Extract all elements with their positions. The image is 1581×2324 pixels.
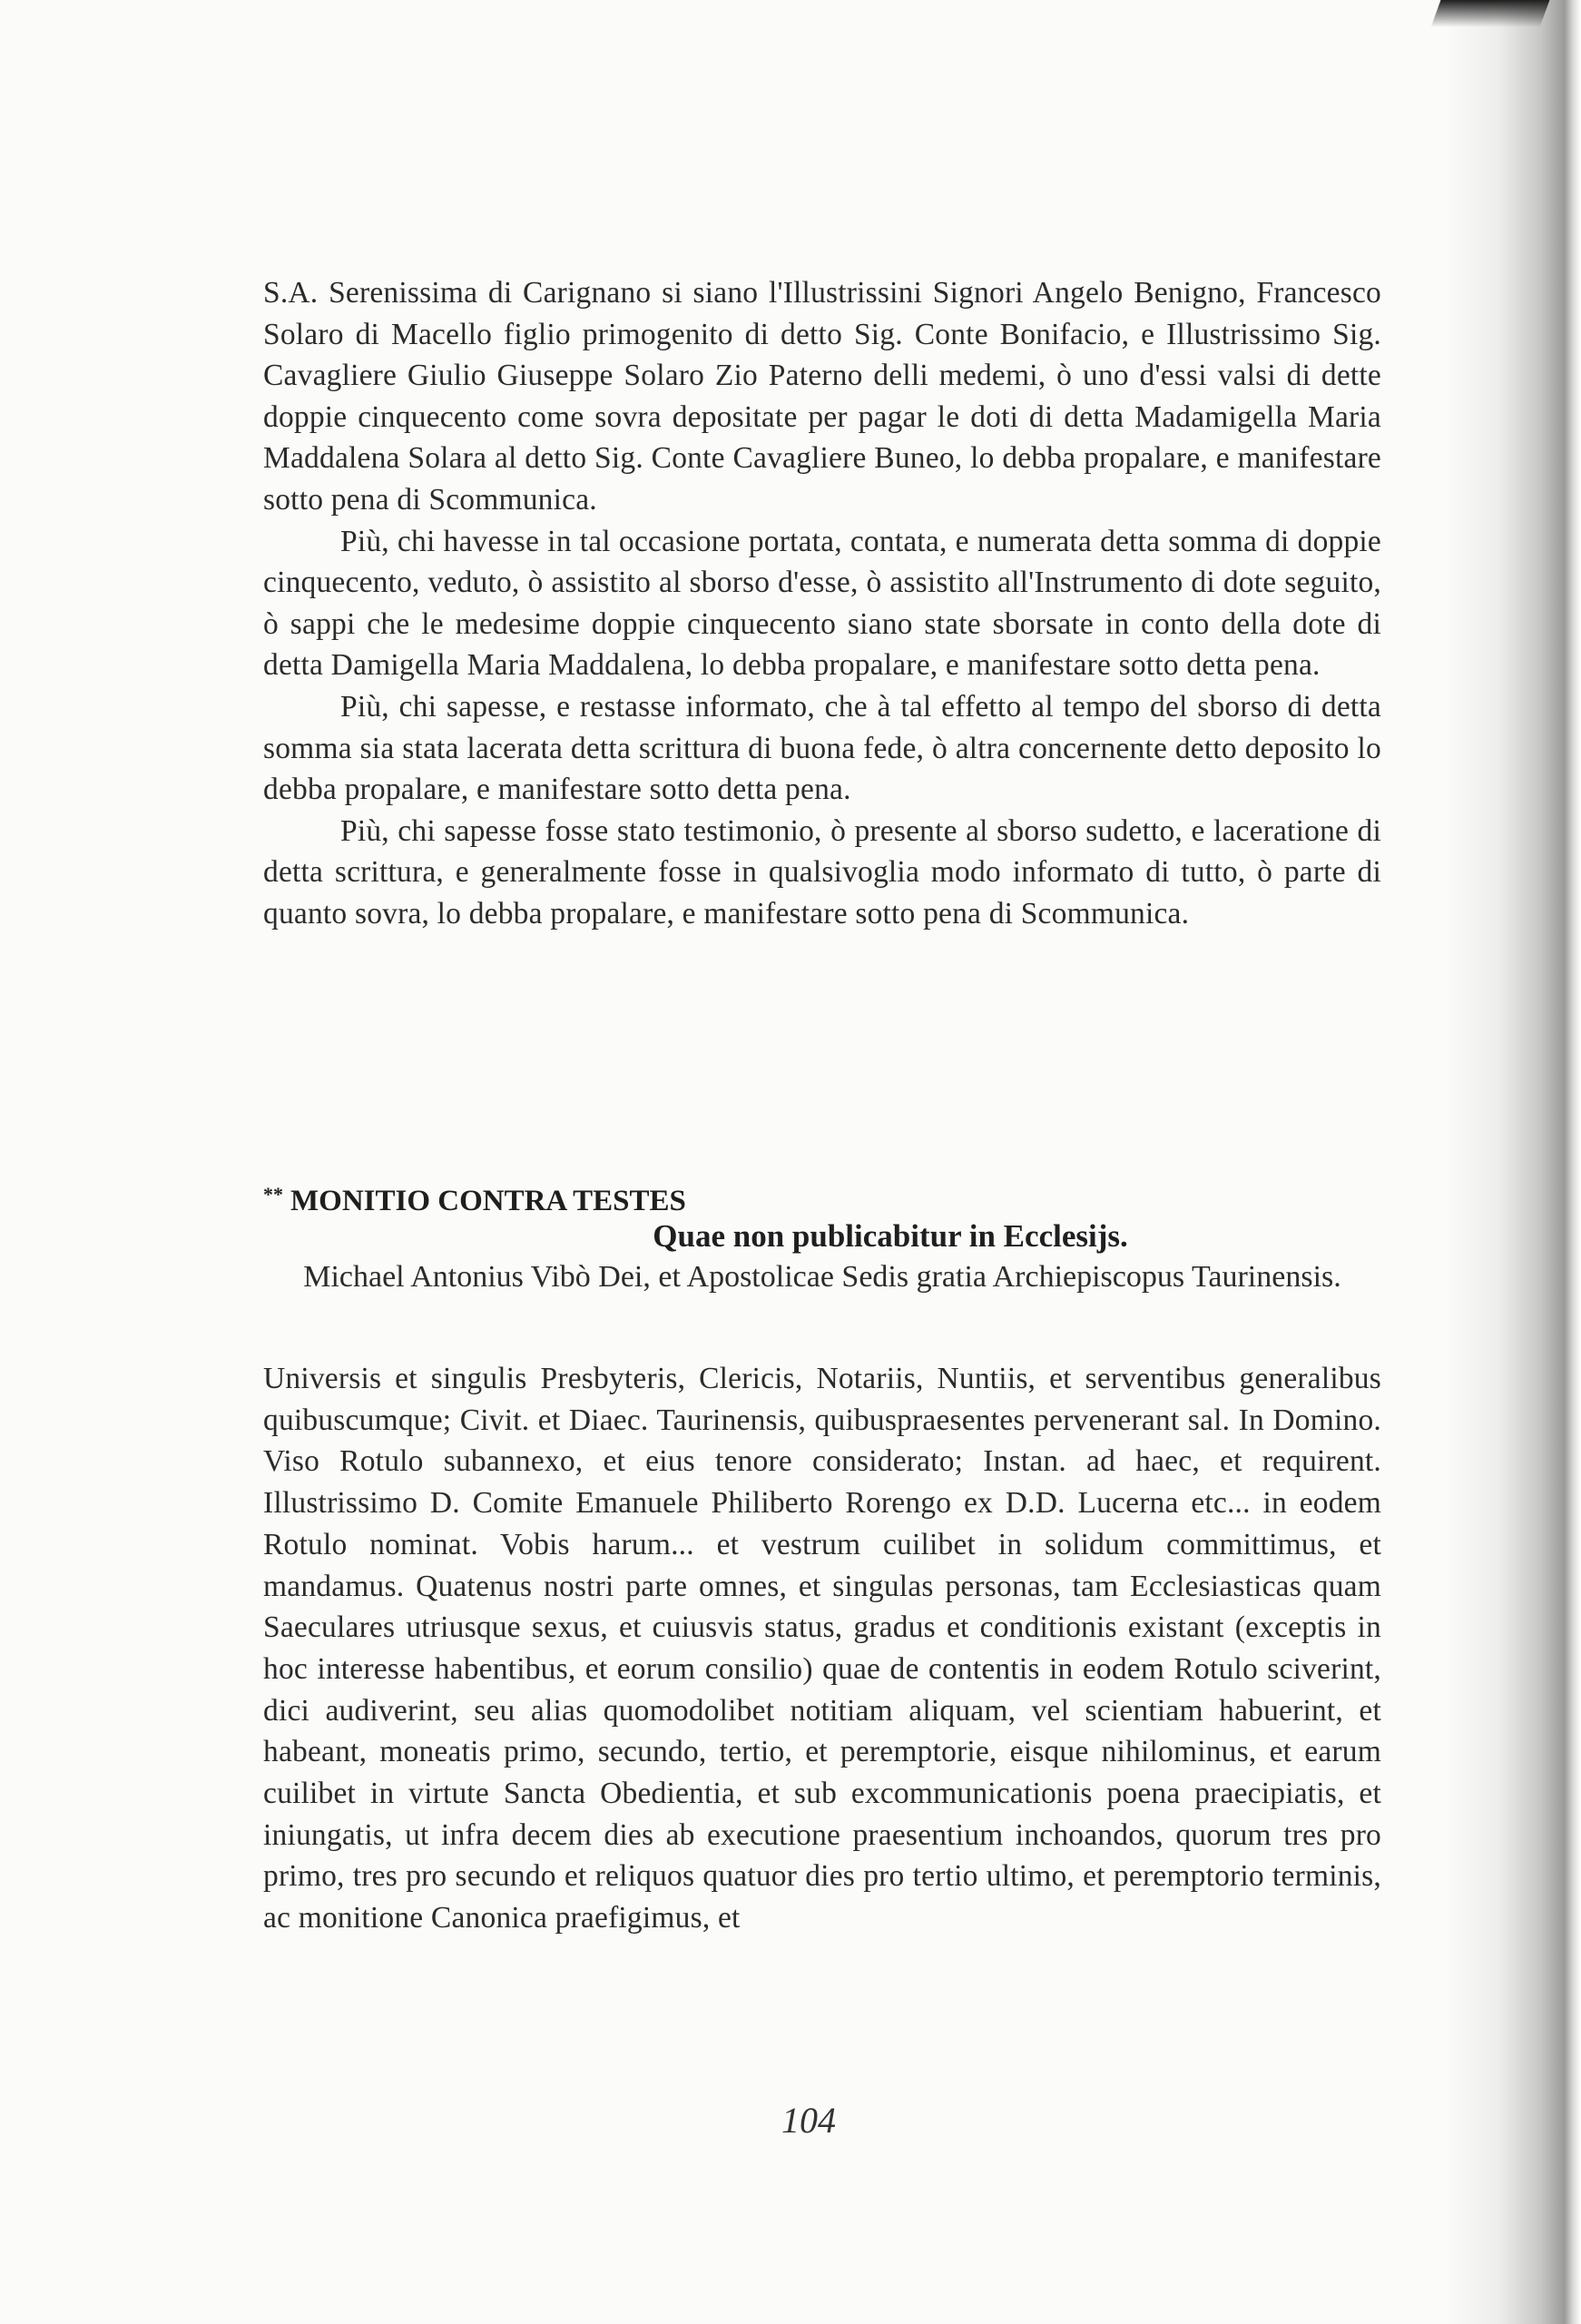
paragraph-3: Più, chi sapesse, e restasse informato, che à tal effetto al tempo del sborso di detta somma sia stata lacerata detta scrittura di buona fede, ò altra concernente detto deposito lo debba propalare, e manifestare sotto detta pena. xyxy=(263,689,1381,807)
book-gutter-shadow xyxy=(1445,0,1581,2324)
paragraph-2: Più, chi havesse in tal occasione portata, contata, e numerata detta somma di doppie cinquecento, veduto, ò assistito al sborso d'esse, ò assistito all'Instrumento di dote seguito, ò sappi che le medesime doppie cinquecento siano state sborsate in conto della dote di detta Damigella Maria Maddalena, lo debba propalare, e manifestare sotto detta pena. xyxy=(263,524,1381,683)
section-heading xyxy=(263,1177,686,1219)
main-text-top xyxy=(263,272,1381,935)
page-number: 104 xyxy=(781,2100,836,2141)
heading-text: MONITIO CONTRA TESTES xyxy=(290,1185,686,1217)
paragraph-1: S.A. Serenissima di Carignano si siano l'Illustrissini Signori Angelo Benigno, Francesco Solaro di Macello figlio primogenito di detto Sig. Conte Bonifacio, e Illustrissimo Sig. Cavagliere Giulio Giuseppe Solaro Zio Paterno delli medemi, ò uno d'essi valsi di dette doppie cinquecento come sovra depositate per pagar le doti di detta Madamigella Maria Maddalena Solara al detto Sig. Conte Cavagliere Buneo, lo debba propalare, e manifestare sotto pena di Scommunica. xyxy=(263,276,1381,517)
subheading: Quae non publicabitur in Ecclesijs. xyxy=(653,1218,1128,1254)
main-text-bottom xyxy=(263,1358,1381,1939)
issuer-line: Michael Antonius Vibò Dei, et Apostolicae Sedis gratia Archiepiscopus Taurinensis. xyxy=(303,1260,1341,1294)
page-edge-shadow xyxy=(1431,0,1550,27)
heading-marker: ** xyxy=(263,1183,283,1206)
paragraph-4: Più, chi sapesse fosse stato testimonio, ò presente al sborso sudetto, e laceratione di detta scrittura, e generalmente fosse in qualsivoglia modo informato di tutto, ò parte di quanto sovra, lo debba propalare, e manifestare sotto pena di Scommunica. xyxy=(263,813,1381,931)
paragraph-5: Universis et singulis Presbyteris, Clericis, Notariis, Nuntiis, et serventibus generalibus quibuscumque; Civit. et Diaec. Taurinensis, quibuspraesentes pervenerant sal. In Domino. Viso Rotulo subannexo, et eius tenore considerato; Instan. ad haec, et requirent. Illustrissimo D. Comite Emanuele Philiberto Rorengo ex D.D. Lucerna etc... in eodem Rotulo nominat. Vobis harum... et vestrum cuilibet in solidum committimus, et mandamus. Quatenus nostri parte omnes, et singulas personas, tam Ecclesiasticas quam Saeculares utriusque sexus, et cuiusvis status, gradus et conditionis existant (exceptis in hoc interesse habentibus, et eorum consilio) quae de contentis in eodem Rotulo sciverint, dici audiverint, seu alias quomodolibet notitiam aliquam, vel scientiam habuerint, et habeant, moneatis primo, secundo, tertio, et peremptorie, eisque nihilominus, et earum cuilibet in virtute Sancta Obedientia, et sub excommunicationis poena praecipiatis, et iniungatis, ut infra decem dies ab executione praesentium inchoandos, quorum tres pro primo, tres pro secundo et reliquos quatuor dies pro tertio ultimo, et peremptorio terminis, ac monitione Canonica praefigimus, et xyxy=(263,1362,1381,1935)
